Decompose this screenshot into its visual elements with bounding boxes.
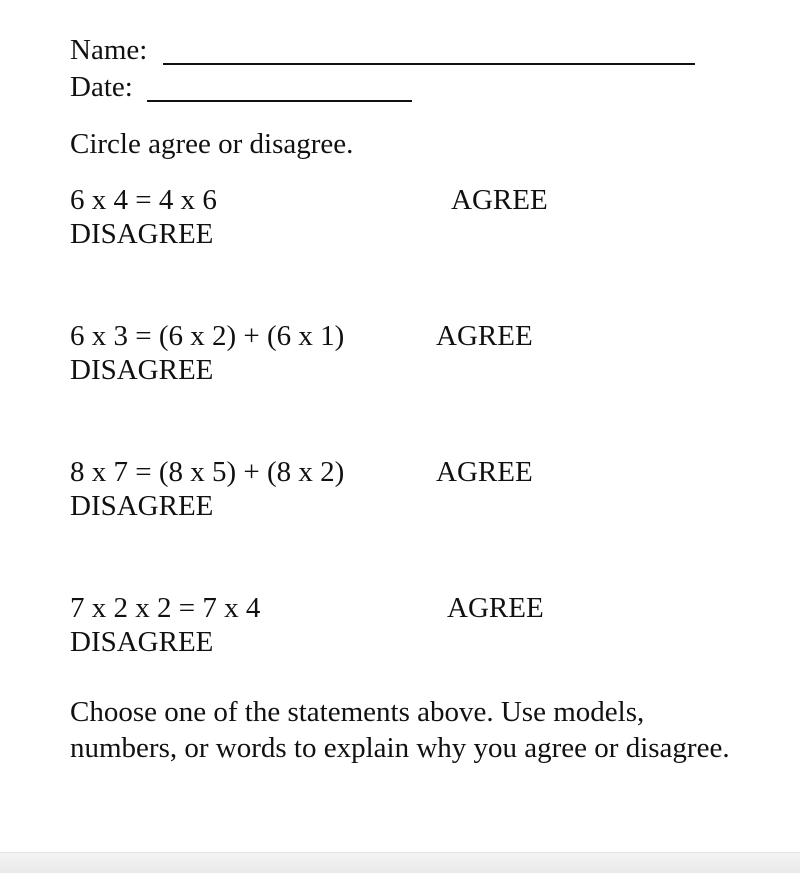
date-label: Date: [70,71,133,103]
statement-equation: 8 x 7 = (8 x 5) + (8 x 2) [70,456,345,488]
disagree-option[interactable]: DISAGREE [70,490,214,522]
disagree-option[interactable]: DISAGREE [70,354,214,386]
agree-option[interactable]: AGREE [447,592,544,624]
statement-equation: 7 x 2 x 2 = 7 x 4 [70,592,261,624]
explanation-prompt: Choose one of the statements above. Use models, numbers, or words to explain why you agree or disagree. [70,696,730,764]
date-blank-line [147,100,412,102]
disagree-option[interactable]: DISAGREE [70,218,214,250]
agree-option[interactable]: AGREE [436,320,533,352]
instructions: Circle agree or disagree. [70,128,354,160]
disagree-option[interactable]: DISAGREE [70,626,214,658]
page-bottom-edge [0,852,800,873]
name-label: Name: [70,34,148,66]
agree-option[interactable]: AGREE [451,184,548,216]
agree-option[interactable]: AGREE [436,456,533,488]
statement-equation: 6 x 3 = (6 x 2) + (6 x 1) [70,320,345,352]
statement-equation: 6 x 4 = 4 x 6 [70,184,217,216]
name-blank-line [163,63,695,65]
